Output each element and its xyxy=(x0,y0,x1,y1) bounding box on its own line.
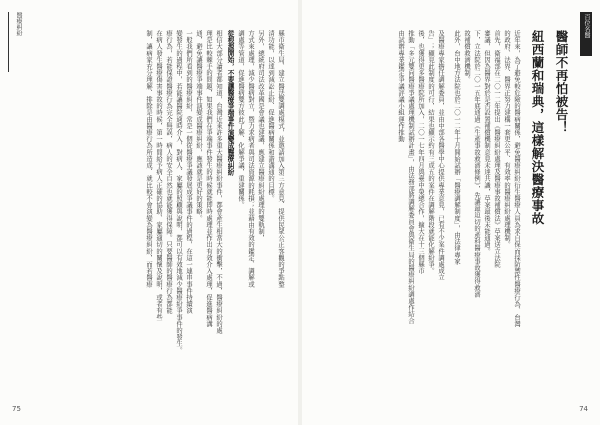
text-column: 調處等管道，促進醫病雙方彼此了解、化解爭議，重建關係。 xyxy=(237,30,244,209)
chapter-title-line: 紐西蘭和瑞典，這樣解決醫療事故 xyxy=(530,30,545,225)
text-column: 制，讓病家充分理解、排除是由醫療行為所造成、就比較不會演變為醫療糾紛，而若醫療 xyxy=(145,30,152,288)
chapter-title xyxy=(528,30,570,225)
running-head-left: 醫療糾紛 xyxy=(8,12,23,72)
chapter-title-line: 醫師不再怕被告！ xyxy=(554,30,569,134)
text-column: 近年來，為了避免較危險的醫病關係，避免醫療糾紛衍生醫療人員為求自保而採防禦性醫療行為、台灣 xyxy=(513,30,520,327)
text-column: 通，避免讓醫療爭端事件演變成醫療糾紛，應該就是更好的策略。 xyxy=(195,30,202,222)
text-column: 首先，衛福部在二〇一二年提出《醫療糾紛處理及醫療事故補償法》草案送立法院 xyxy=(493,30,500,268)
text-column: 縣市衛生局、建立醫法雙調處模式，並邀請加入第三方意見、提供民眾公正客觀的爭點整 xyxy=(277,30,284,288)
text-column: 相信大部分讀者都知道，台灣近來許多重大醫療糾紛事件，都會產生相當大的衝擊，不過，醫療糾紛的處 xyxy=(215,30,222,334)
text-column: 理是比較棘手的問題，如果我們在爭端事件發生的時候就能即時處理並作出有效介入處理，促進醫病溝 xyxy=(205,30,212,327)
text-column: 故補償救濟機制。 xyxy=(463,30,470,83)
left-columns-b xyxy=(145,30,222,353)
right-page xyxy=(302,0,600,425)
text-column: 變發生的過程中，若能讓醫院適時介入，對病人、家屬的照顧與說明，都可以有效地減少醫療紛爭事件的發生。 xyxy=(175,30,182,354)
section-subhead: 從根源開始，不要讓醫療爭端事件演變成醫療糾紛 xyxy=(226,30,234,176)
text-column: 療行為，若能保證醫療行為完全無誤，病人的安全自然也就能獲得保障。只要醫師的醫療行為都能 xyxy=(165,30,172,314)
text-column: 下，立法院於二〇一五年底通過《生產事故救濟條例》，先讓最迫切的產科醫療事故獲得救濟 xyxy=(473,30,480,298)
text-column: 及醫療專家擔任調解委員，並由中部各醫學中心提供專業意見，已有不少案件調處成立 xyxy=(437,30,444,281)
page-number-left: 75 xyxy=(12,405,21,413)
running-head-right: 百位名醫 xyxy=(580,12,592,56)
text-column: 的政府、法界、醫界正努力建構一套更公平、有效率的醫療糾紛處理機制。 xyxy=(503,30,510,248)
left-columns-a xyxy=(237,30,284,287)
text-column: 一般我們所看到的醫療糾紛，常是一個從醫療爭議發展成爭議事件的過程，在這一連串事件持續演 xyxy=(185,30,192,314)
left-page xyxy=(0,0,298,425)
text-column: 由試辦專業鑑定爭議評議小組運作推動 xyxy=(397,30,404,143)
page-number-right: 74 xyxy=(579,405,588,413)
text-column: 在病人發生醫療傷害事故的時候，第一時間給予病人正確的協助、家屬適切的關懷及說明，或者有些 xyxy=(155,30,162,321)
text-column: 審議，但因為醫界對於是否設置補償機制意見未達共識，草案最後未能通過。 xyxy=(483,30,490,255)
text-column: 後，也獲得更多醫療院所加入，二〇一七年四月與臺中榮總合作，擴大在十三個縣市 xyxy=(417,30,424,275)
text-column: 告」；顯見此制度的可行，結果也顯示約有三成五的案件在調解階段就能化解紛爭。 xyxy=(427,30,434,275)
text-column: 推動「多元雙向醫療爭議處理機制試辦計畫」，由法務部將調解委員會與衛生局的醫療糾紛調處作結合 xyxy=(407,30,414,324)
text-column: 另外，總統府司法改革國是會議也建議，應建立醫療糾紛處理的雙軌制， xyxy=(257,30,264,242)
text-column: 方式來處理，減少醫病對立，暨力求病者與司法資源的耗損；並藉由有效的鑑定、調解或 xyxy=(247,30,254,288)
text-column: 此外，台中地方法院也於二〇一二年十月開始試辦「醫療調解制度」，由法律專家 xyxy=(453,30,460,265)
text-column: 清功能，以達到減訟止紛、促進醫病關係和諧溝通的目標。 xyxy=(267,30,274,202)
right-columns xyxy=(397,30,520,327)
